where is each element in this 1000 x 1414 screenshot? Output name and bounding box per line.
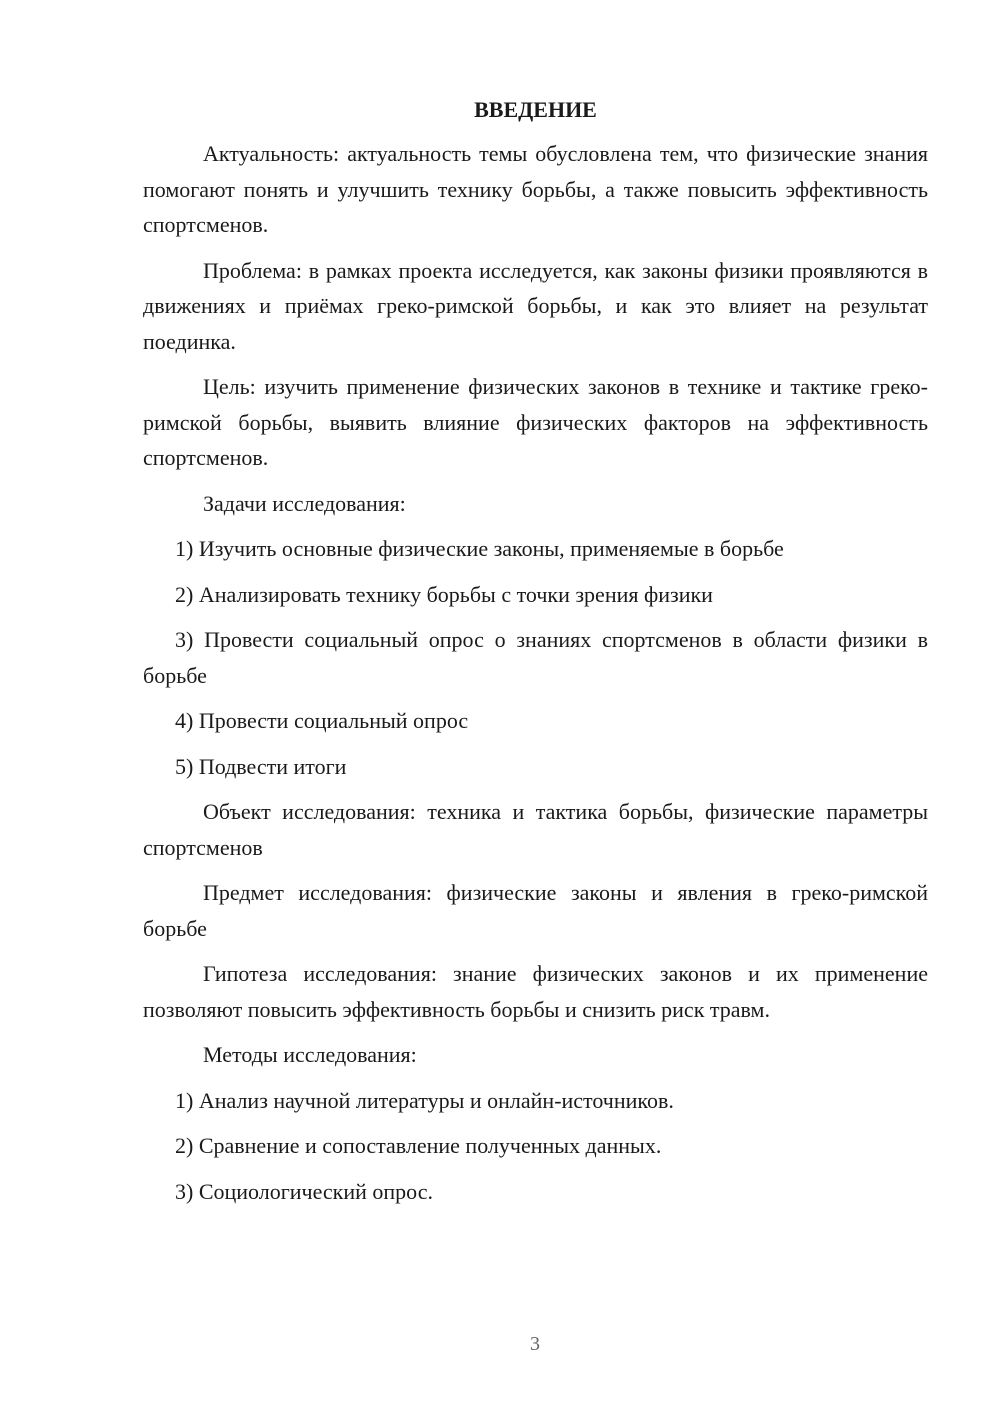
tasks-heading: Задачи исследования: [203, 490, 406, 516]
hypothesis-paragraph: Гипотеза исследования: знание физических законов и их применение позволяют повысить эффективность борьбы и снизить риск травм. [143, 961, 928, 1022]
task-item: 2) Анализировать технику борьбы с точки зрения физики [175, 581, 713, 607]
page-title: ВВЕДЕНИЕ [474, 97, 597, 122]
method-item: 1) Анализ научной литературы и онлайн-источников. [175, 1087, 674, 1113]
subject-paragraph: Предмет исследования: физические законы и явления в греко-римской борьбе [143, 880, 928, 941]
goal-paragraph: Цель: изучить применение физических законов в технике и тактике греко-римской борьбы, выявить влияние физических факторов на эффективность спортсменов. [143, 374, 928, 470]
method-item: 2) Сравнение и сопоставление полученных данных. [175, 1133, 662, 1158]
page-number: 3 [530, 1333, 540, 1355]
task-item: 3) Провести социальный опрос о знаниях спортсменов в области физики в борьбе [143, 627, 928, 688]
relevance-paragraph: Актуальность: актуальность темы обусловлена тем, что физические знания помогают понять и улучшить технику борьбы, а также повысить эффективность спортсменов. [143, 141, 928, 237]
task-item: 4) Провести социальный опрос [175, 708, 469, 733]
task-item: 5) Подвести итоги [175, 753, 347, 779]
problem-paragraph: Проблема: в рамках проекта исследуется, как законы физики проявляются в движениях и приёмах греко-римской борьбы, и как это влияет на результат поединка. [143, 257, 928, 354]
methods-heading: Методы исследования: [203, 1042, 417, 1067]
task-item: 1) Изучить основные физические законы, применяемые в борьбе [175, 536, 784, 561]
method-item: 3) Социологический опрос. [175, 1178, 433, 1204]
object-paragraph: Объект исследования: техника и тактика борьбы, физические параметры спортсменов [143, 799, 928, 860]
page-content [143, 94, 928, 1219]
